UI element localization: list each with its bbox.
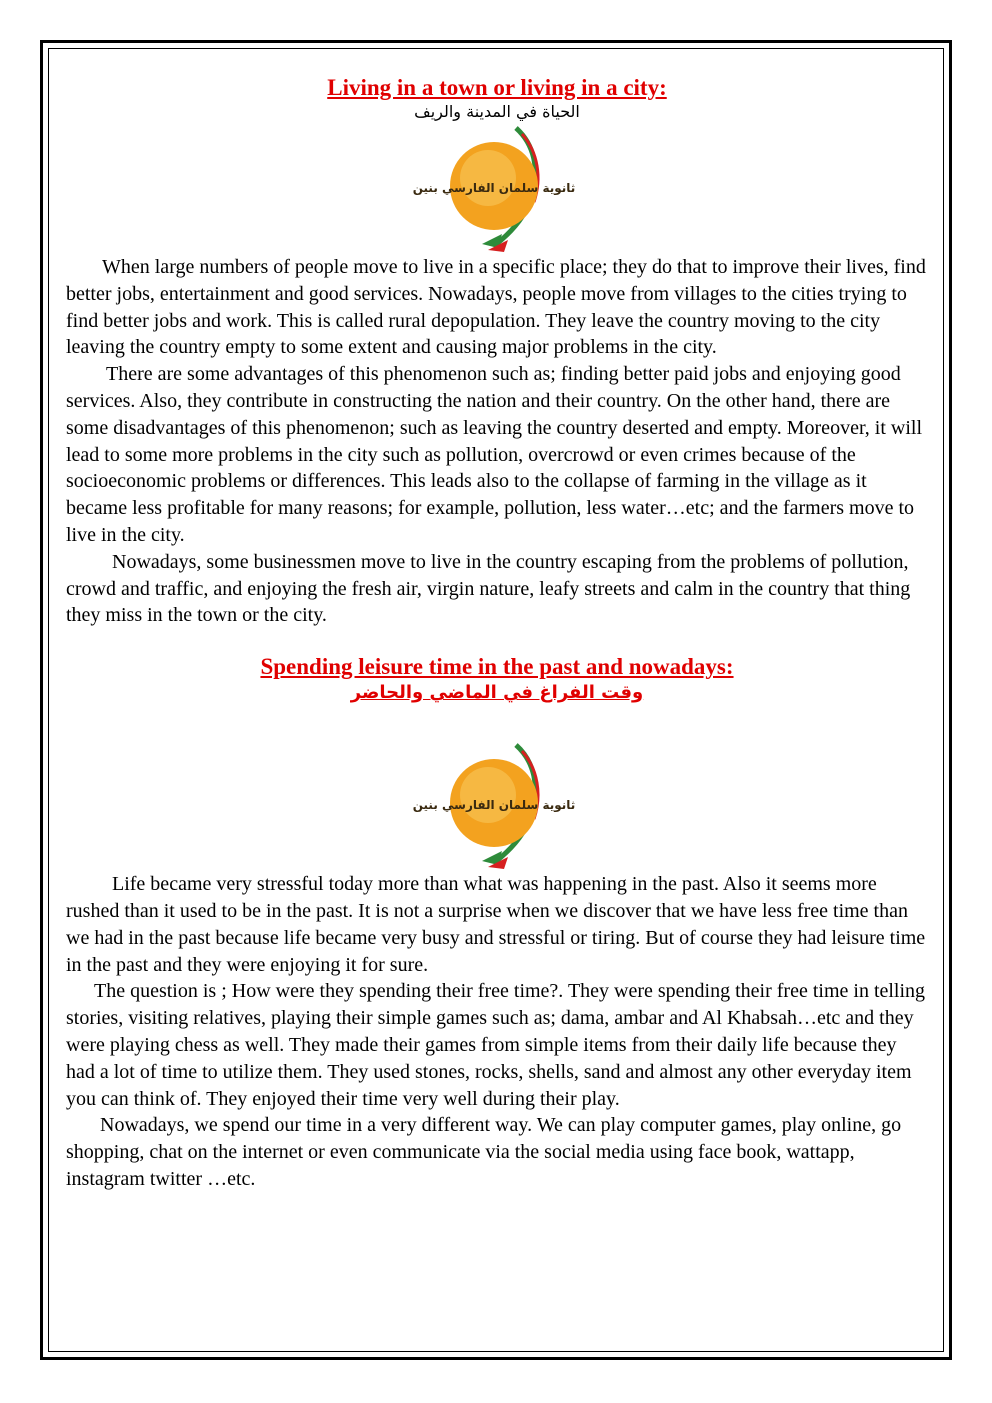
section1-paragraph-1: When large numbers of people move to live in a specific place; they do that to improve their lives, find better jobs, entertainment and good services. Nowadays, people move from villages to the cities trying to find better jobs and work. This is called rural depopulation. They leave the country moving to the city leaving the country empty to some extent and causing major problems in the city. <box>66 256 926 359</box>
section2-title: Spending leisure time in the past and nowadays: <box>260 654 734 680</box>
logo-text: ثانوية سلمان الفارسي بنين <box>412 798 576 813</box>
school-logo-icon <box>412 741 576 871</box>
document-body <box>66 74 928 1193</box>
section1-paragraph-2: There are some advantages of this phenomenon such as; finding better paid jobs and enjoying good services. Also, they contribute in constructing the nation and their country. On the other hand, there are some disadvantages of this phenomenon; such as leaving the country deserted and empty. Moreover, it will lead to some more problems in the city such as pollution, overcrowd or even crimes because of the socioeconomic problems or differences. This leads also to the collapse of farming in the village as it became less profitable for many reasons; for example, pollution, less water…etc; and the farmers move to live in the city. <box>66 363 923 546</box>
section2-paragraph-1: Life became very stressful today more than what was happening in the past. Also it seems more rushed than it used to be in the past. It is not a surprise when we discover that we have less free time than we had in the past because life became very busy and stressful or tiring. But of course they had leisure time in the past and they were enjoying it for sure. <box>66 873 926 976</box>
section1-title: Living in a town or living in a city: <box>327 75 667 100</box>
logo-text: ثانوية سلمان الفارسي بنين <box>412 181 576 195</box>
section2-arabic-title: وقت الفراغ في الماضي والحاضر <box>350 682 644 704</box>
section1-arabic-title: الحياة في المدينة والريف <box>414 102 580 121</box>
section1-paragraph-3: Nowadays, some businessmen move to live in the country escaping from the problems of pollution, crowd and traffic, and enjoying the fresh air, virgin nature, leafy streets and calm in the country that thing they miss in the town or the city. <box>66 550 911 627</box>
section2-paragraph-2: The question is ; How were they spending their free time?. They were spending their free time in telling stories, visiting relatives, playing their simple games such as; dama, ambar and Al Khabsah…etc and they were playing chess as well. They made their games from simple items from their daily life because they had a lot of time to utilize them. They used stones, rocks, shells, sand and almost any other everyday item you can think of. They enjoyed their time very well during their play. <box>66 980 926 1110</box>
school-logo-icon <box>412 124 576 254</box>
section2-paragraph-3: Nowadays, we spend our time in a very different way. We can play computer games, play online, go shopping, chat on the internet or even communicate via the social media using face book, wattapp, instagram twitter …etc. <box>66 1114 902 1190</box>
